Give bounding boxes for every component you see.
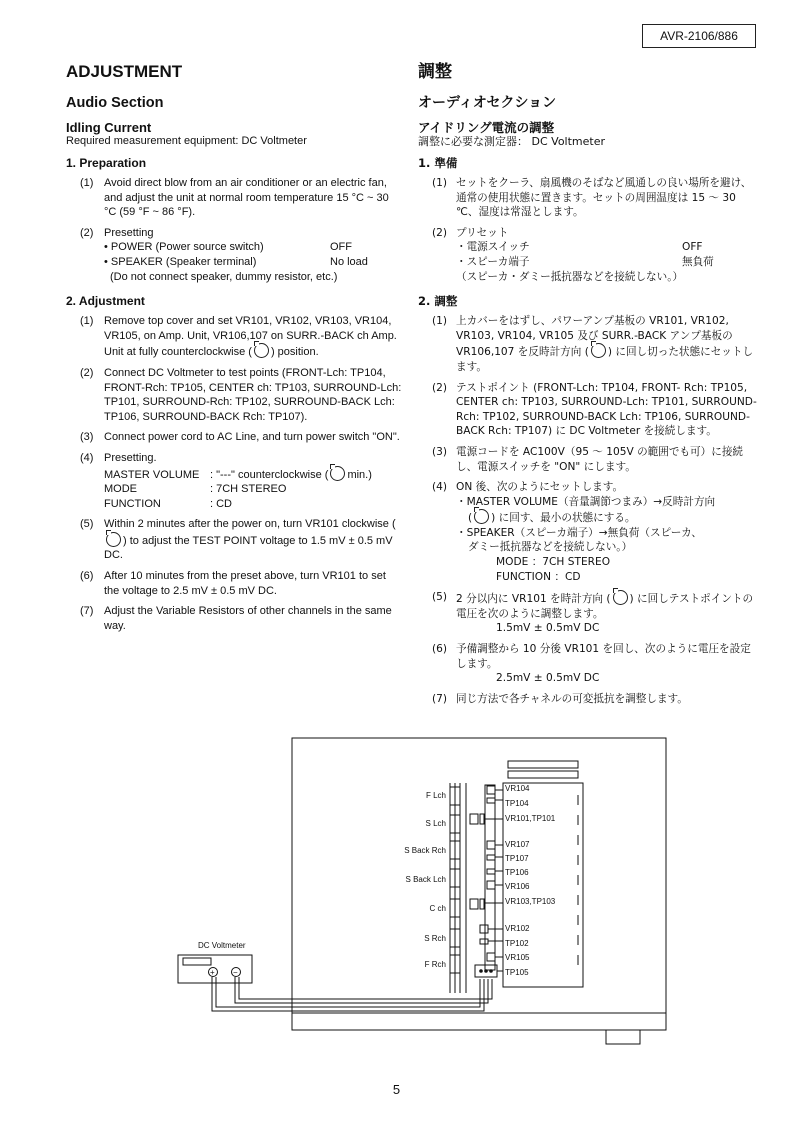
step-number: (2) <box>80 226 94 239</box>
heatsink-fin <box>508 771 578 778</box>
adj-6-value-ja: 2.5mV ± 0.5mV DC <box>496 672 600 685</box>
speaker-line-ja: ・SPEAKER（スピーカ端子）→無負荷（スピーカ、 <box>456 526 702 539</box>
step-text: Presetting. <box>104 451 157 464</box>
adj-step-5 <box>66 517 402 563</box>
master-volume-text: ) に回す、最小の状態にする。 <box>491 512 636 525</box>
step-text: 上カバーをはずし、パワーアンプ基板の VR101, VR102, VR103, VR104, VR105 及び SURR.-BACK アンプ基板の VR106,107 を反時計方向 ( <box>456 315 733 359</box>
speaker-line2-ja: ダミー抵抗器などを接続しない。） <box>468 541 633 554</box>
step-number: (2) <box>432 226 448 239</box>
step-text: プリセット <box>456 226 509 239</box>
function-value: : CD <box>210 497 232 510</box>
vr105-icon <box>487 953 495 961</box>
step-text: 同じ方法で各チャネルの可変抵抗を調整します。 <box>456 692 688 705</box>
adj-step-3-ja <box>418 445 758 474</box>
step-text-cont: ) に回しテストポイントの電圧を次のように調整します。 <box>456 593 754 620</box>
mode-row <box>104 482 402 497</box>
step-text: セットをクーラ、扇風機のそばなど風通しの良い場所を避け、通常の使用状態に置きます。セットの周囲温度は 15 ～ 30 ℃、湿度は常湿とします。 <box>456 177 752 219</box>
function-line-ja: FUNCTION ：CD <box>496 570 581 583</box>
section-heading: Audio Section <box>66 95 164 111</box>
point-label: VR105 <box>505 953 530 962</box>
vr107-icon <box>487 841 495 849</box>
adj-step-4 <box>66 451 402 511</box>
subsection-heading-ja: アイドリング電流の調整 <box>418 120 555 135</box>
heatsink-fin <box>508 761 578 768</box>
preset-power-label: • POWER (Power source switch) <box>104 241 264 254</box>
step-number: (7) <box>432 692 448 705</box>
adj-step-2-ja <box>418 381 758 439</box>
adj-step-7-ja <box>418 692 758 707</box>
adjustment-heading: 2. Adjustment <box>66 294 145 309</box>
adj-step-1-ja <box>418 314 758 374</box>
page-title: ADJUSTMENT <box>66 62 183 81</box>
vr104-icon <box>487 786 495 794</box>
channel-label: S Back Lch <box>405 875 446 884</box>
adjustment-heading-ja: 2. 調整 <box>418 294 458 309</box>
mode-label: MODE <box>104 483 137 496</box>
counterclockwise-icon <box>330 466 345 481</box>
adj-step-6-ja <box>418 642 758 686</box>
japanese-column <box>418 62 758 712</box>
dc-voltmeter-body <box>178 955 252 983</box>
step-text: Adjust the Variable Resistors of other channels in the same way. <box>104 605 392 632</box>
master-volume-value-cont: min.) <box>347 468 372 481</box>
adj-5-value-ja: 1.5mV ± 0.5mV DC <box>496 622 600 635</box>
step-number: (4) <box>432 481 448 494</box>
step-text-cont: ) position. <box>270 346 319 359</box>
point-label: TP105 <box>505 968 529 977</box>
channel-label: S Rch <box>424 934 446 943</box>
point-label: VR107 <box>505 840 530 849</box>
required-equipment: Required measurement equipment: DC Voltmeter <box>66 135 307 147</box>
prep-step-2-ja <box>418 226 758 284</box>
tp103-icon <box>480 899 484 909</box>
step-number: (2) <box>432 381 448 394</box>
step-text: 2 分以内に VR101 を時計方向 ( <box>456 593 611 606</box>
step-number: (3) <box>80 431 94 444</box>
step-number: (1) <box>432 177 448 189</box>
amplifier-chassis <box>292 738 666 1030</box>
preset-speaker-value: 無負荷 <box>682 255 714 268</box>
preset-speaker-row-ja <box>456 255 758 270</box>
point-label: TP104 <box>505 799 529 808</box>
preset-power-value: OFF <box>330 241 352 254</box>
voltmeter-display <box>183 958 211 965</box>
probe-dot <box>479 969 483 973</box>
page-number: 5 <box>392 1082 401 1097</box>
chassis-foot <box>606 1030 640 1044</box>
mode-line-ja: MODE ：7CH STEREO <box>496 556 611 569</box>
step-text-cont: ) に回し切った状態にセットします。 <box>456 346 754 373</box>
probe-dot <box>484 969 488 973</box>
tp101-icon <box>480 814 484 824</box>
preparation-heading: 1. Preparation <box>66 156 147 170</box>
english-column <box>66 62 402 639</box>
point-label: TP107 <box>505 854 529 863</box>
mode-value: : 7CH STEREO <box>210 483 287 496</box>
tp102-icon <box>480 939 488 944</box>
probe-wire-2b <box>239 977 492 999</box>
step-text: 予備調整から 10 分後 VR101 を回し、次のように電圧を設定します。 <box>456 643 751 670</box>
step-number: (2) <box>80 366 94 379</box>
step-number: (1) <box>80 315 94 328</box>
step-text-cont: ) to adjust the TEST POINT voltage to 1.5 mV ± 0.5 mV DC. <box>104 534 393 562</box>
prep-step-1-ja <box>418 176 758 220</box>
counterclockwise-icon <box>591 343 606 358</box>
function-label: FUNCTION <box>104 497 161 510</box>
prep-step-2 <box>66 226 402 284</box>
probe-wire-1 <box>212 977 484 1011</box>
channel-label: S Back Rch <box>404 846 446 855</box>
paren-open: ( <box>468 512 473 525</box>
step-text: 電源コードを AC100V（95 ～ 105V の範囲でも可）に接続し、電源スイッチを "ON" にします。 <box>456 445 744 473</box>
clockwise-icon <box>106 532 121 547</box>
required-equipment-ja: 調整に必要な測定器： DC Voltmeter <box>418 135 605 148</box>
preset-power-value: OFF <box>682 241 703 254</box>
vr101-icon <box>470 814 478 824</box>
adjustment-diagram <box>170 735 670 1065</box>
preset-note-ja: （スピーカ・ダミー抵抗器などを接続しない。） <box>456 270 684 283</box>
adj-step-3 <box>66 430 402 445</box>
preset-speaker-row <box>104 255 402 270</box>
step-text: After 10 minutes from the preset above, turn VR101 to set the voltage to 2.5 mV ± 0.5 mV DC. <box>104 570 386 597</box>
channel-label: S Lch <box>425 819 446 828</box>
preset-power-label: ・電源スイッチ <box>456 241 530 254</box>
preset-speaker-label: • SPEAKER (Speaker terminal) <box>104 255 257 268</box>
step-text: Presetting <box>104 226 154 239</box>
step-text: Avoid direct blow from an air conditioner or an electric fan, and adjust the unit at normal room temperature 15 °C ~ 30 °C (59 °F ~ 86 °F). <box>104 177 389 219</box>
step-text: Within 2 minutes after the power on, turn VR101 clockwise ( <box>104 518 396 531</box>
point-label: TP106 <box>505 868 529 877</box>
preparation-heading-ja: 1. 準備 <box>418 156 458 170</box>
tp107-icon <box>487 855 495 860</box>
plus-sign: + <box>210 968 215 977</box>
vr103-icon <box>470 899 478 909</box>
page-title-ja: 調整 <box>418 62 452 82</box>
adj-step-1 <box>66 314 402 360</box>
step-text: Remove top cover and set VR101, VR102, VR103, VR104, VR105, on Amp. Unit, VR106,107 on SURR.-BACK ch Amp. Unit at fully counterclockwise ( <box>104 315 397 359</box>
preset-power-row-ja <box>456 240 758 255</box>
point-label: VR103,TP103 <box>505 897 556 906</box>
preset-speaker-value: No load <box>330 255 368 268</box>
vr102-icon <box>480 925 488 933</box>
step-number: (5) <box>80 518 94 531</box>
prep-step-1 <box>66 176 402 220</box>
step-number: (6) <box>80 570 94 583</box>
model-number-box: AVR-2106/886 <box>642 24 756 48</box>
section-heading-ja: オーディオセクション <box>418 95 557 111</box>
step-number: (1) <box>80 177 94 189</box>
tp104-icon <box>487 798 495 803</box>
tp106-icon <box>487 869 495 874</box>
step-text: テストポイント (FRONT-Lch: TP104, FRONT- Rch: TP105, CENTER ch: TP103, SURROUND-Lch: TP101, SURROUND-Rch: TP102, SURROUND-BACK Lch: TP106, SURROUND-BACK Rch: TP107) に DC Voltmeter を接続します。 <box>456 381 757 438</box>
master-volume-line2-ja <box>456 509 758 526</box>
master-volume-row <box>104 466 402 483</box>
step-number: (4) <box>80 451 94 464</box>
step-number: (6) <box>432 643 448 656</box>
channel-label: F Lch <box>425 791 446 800</box>
board-strip <box>485 785 495 970</box>
point-label: TP102 <box>505 939 529 948</box>
vr106-icon <box>487 881 495 889</box>
step-number: (7) <box>80 605 94 618</box>
master-volume-line-ja: ・MASTER VOLUME（音量調節つまみ）→反時計方向 <box>456 495 716 508</box>
counterclockwise-icon <box>474 509 489 524</box>
step-text: Connect DC Voltmeter to test points (FRONT-Lch: TP104, FRONT-Rch: TP105, CENTER ch: TP103, SURROUND-Lch: TP101, SURROUND-Rch: TP102, SURROUND-BACK Lch: TP106, SURROUND-BACK Rch: TP107). <box>104 366 402 423</box>
adj-step-6 <box>66 569 402 598</box>
adj-step-7 <box>66 604 402 633</box>
preset-power-row <box>104 240 402 255</box>
subsection-heading: Idling Current <box>66 120 152 135</box>
step-number: (5) <box>432 591 448 604</box>
function-row <box>104 497 402 512</box>
adj-step-2 <box>66 366 402 424</box>
preset-note: (Do not connect speaker, dummy resistor, etc.) <box>110 270 338 283</box>
point-label: VR102 <box>505 924 530 933</box>
step-text: Connect power cord to AC Line, and turn power switch "ON". <box>104 431 400 444</box>
channel-label: F Rch <box>424 960 446 969</box>
master-volume-label: MASTER VOLUME <box>104 468 200 481</box>
clockwise-icon <box>613 590 628 605</box>
adj-step-5-ja <box>418 590 758 636</box>
counterclockwise-icon <box>254 343 269 358</box>
point-label: VR104 <box>505 784 530 793</box>
step-number: (3) <box>432 445 448 458</box>
adj-step-4-ja <box>418 480 758 584</box>
point-label: VR106 <box>505 882 530 891</box>
channel-label: C ch <box>429 904 446 913</box>
step-text: ON 後、次のようにセットします。 <box>456 481 624 494</box>
minus-sign: − <box>233 968 238 977</box>
probe-dot <box>489 969 493 973</box>
preset-speaker-label: ・スピーカ端子 <box>456 255 530 268</box>
master-volume-value: : "---" counterclockwise ( <box>210 468 329 481</box>
step-number: (1) <box>432 315 448 328</box>
voltmeter-label: DC Voltmeter <box>198 941 246 950</box>
point-label: VR101,TP101 <box>505 814 556 823</box>
